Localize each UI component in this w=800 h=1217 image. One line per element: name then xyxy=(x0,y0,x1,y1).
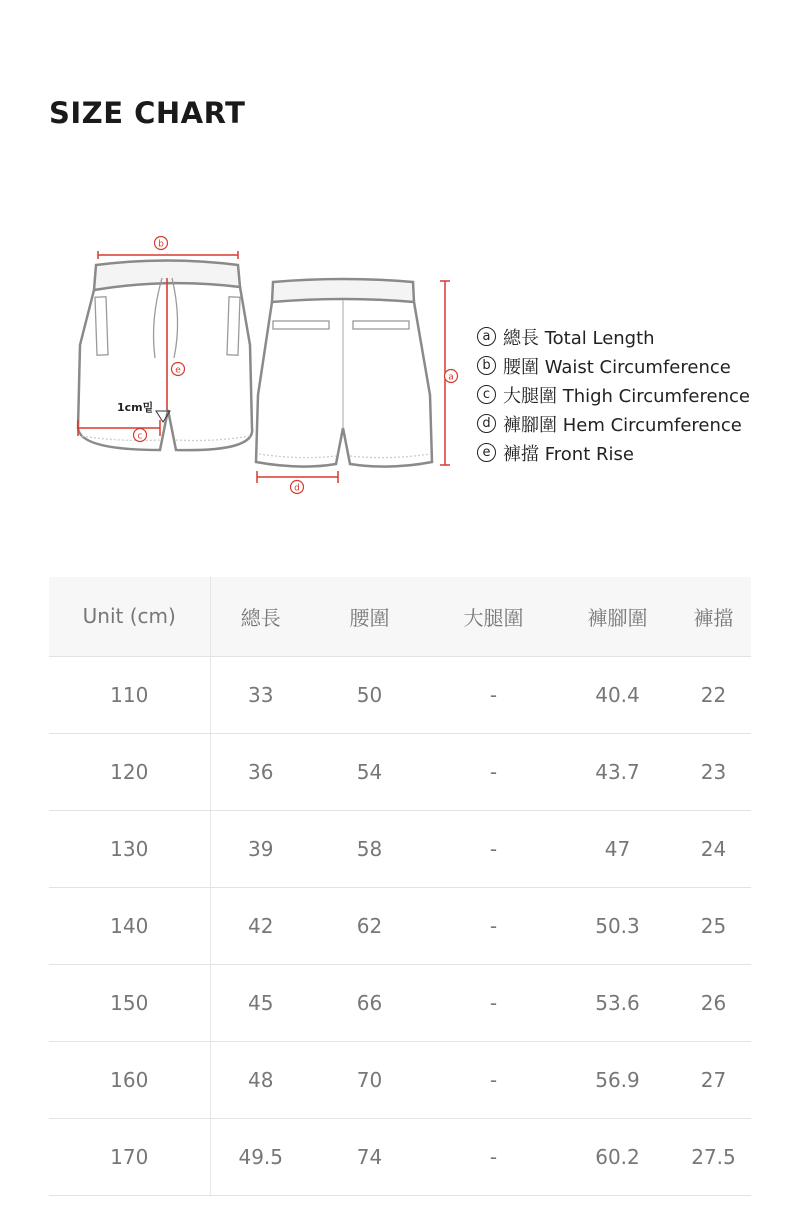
table-row xyxy=(49,810,751,887)
measurement-legend xyxy=(477,322,777,467)
size-cell: 140 xyxy=(49,887,210,964)
size-cell: 130 xyxy=(49,810,210,887)
legend-item-front-rise xyxy=(477,438,777,467)
table-cell: - xyxy=(428,733,559,810)
table-cell: - xyxy=(428,1041,559,1118)
size-cell: 110 xyxy=(49,656,210,733)
back-shorts xyxy=(256,279,432,467)
table-cell: 27.5 xyxy=(676,1118,751,1195)
table-cell: 47 xyxy=(559,810,676,887)
table-cell: 36 xyxy=(210,733,311,810)
table-cell: 50 xyxy=(311,656,428,733)
legend-item-hem xyxy=(477,409,777,438)
table-cell: 22 xyxy=(676,656,751,733)
header-front-rise: 褲擋 xyxy=(676,577,751,656)
table-row xyxy=(49,733,751,810)
table-cell: 24 xyxy=(676,810,751,887)
marker-d: d xyxy=(294,483,300,494)
header-hem: 褲腳圍 xyxy=(559,577,676,656)
header-waist: 腰圍 xyxy=(311,577,428,656)
table-cell: 54 xyxy=(311,733,428,810)
legend-marker-a: a xyxy=(477,327,496,346)
legend-item-thigh xyxy=(477,380,777,409)
size-cell: 160 xyxy=(49,1041,210,1118)
legend-label: 腰圍 Waist Circumference xyxy=(503,356,731,378)
marker-b: b xyxy=(158,239,164,250)
legend-item-waist xyxy=(477,351,777,380)
table-cell: 43.7 xyxy=(559,733,676,810)
marker-a: a xyxy=(448,372,454,383)
table-cell: 56.9 xyxy=(559,1041,676,1118)
table-cell: 74 xyxy=(311,1118,428,1195)
shorts-diagram xyxy=(60,228,480,508)
table-cell: 39 xyxy=(210,810,311,887)
legend-label: 褲擋 Front Rise xyxy=(503,443,634,465)
table-row xyxy=(49,964,751,1041)
table-cell: 66 xyxy=(311,964,428,1041)
table-cell: - xyxy=(428,1118,559,1195)
table-cell: 60.2 xyxy=(559,1118,676,1195)
legend-marker-d: d xyxy=(477,414,496,433)
size-cell: 150 xyxy=(49,964,210,1041)
table-cell: - xyxy=(428,810,559,887)
table-cell: 70 xyxy=(311,1041,428,1118)
header-unit: Unit (cm) xyxy=(49,577,210,656)
table-cell: 58 xyxy=(311,810,428,887)
legend-marker-e: e xyxy=(477,443,496,462)
legend-label: 總長 Total Length xyxy=(503,327,655,349)
waist-measure-line xyxy=(98,251,238,259)
header-total-length: 總長 xyxy=(210,577,311,656)
marker-e: e xyxy=(175,365,181,376)
legend-item-total-length xyxy=(477,322,777,351)
size-cell: 120 xyxy=(49,733,210,810)
size-cell: 170 xyxy=(49,1118,210,1195)
marker-c: c xyxy=(137,431,143,442)
table-row xyxy=(49,1041,751,1118)
table-cell: 42 xyxy=(210,887,311,964)
legend-marker-b: b xyxy=(477,356,496,375)
legend-label: 褲腳圍 Hem Circumference xyxy=(503,414,742,436)
table-cell: 27 xyxy=(676,1041,751,1118)
table-cell: 26 xyxy=(676,964,751,1041)
table-cell: - xyxy=(428,964,559,1041)
table-cell: 49.5 xyxy=(210,1118,311,1195)
table-cell: - xyxy=(428,887,559,964)
table-cell: 62 xyxy=(311,887,428,964)
table-cell: 53.6 xyxy=(559,964,676,1041)
table-cell: 33 xyxy=(210,656,311,733)
thigh-note-label: 1cm밑 xyxy=(117,401,154,414)
page-title: SIZE CHART xyxy=(49,96,246,130)
size-table xyxy=(49,577,751,1196)
table-row xyxy=(49,656,751,733)
table-row xyxy=(49,887,751,964)
shorts-illustration xyxy=(60,228,480,508)
thigh-measure-line xyxy=(78,420,160,436)
table-cell: 48 xyxy=(210,1041,311,1118)
table-cell: 45 xyxy=(210,964,311,1041)
table-row xyxy=(49,1118,751,1195)
legend-marker-c: c xyxy=(477,385,496,404)
table-cell: 25 xyxy=(676,887,751,964)
header-thigh: 大腿圍 xyxy=(428,577,559,656)
table-header-row xyxy=(49,577,751,656)
table-cell: 23 xyxy=(676,733,751,810)
table-cell: - xyxy=(428,656,559,733)
legend-label: 大腿圍 Thigh Circumference xyxy=(503,385,750,407)
table-cell: 40.4 xyxy=(559,656,676,733)
table-cell: 50.3 xyxy=(559,887,676,964)
